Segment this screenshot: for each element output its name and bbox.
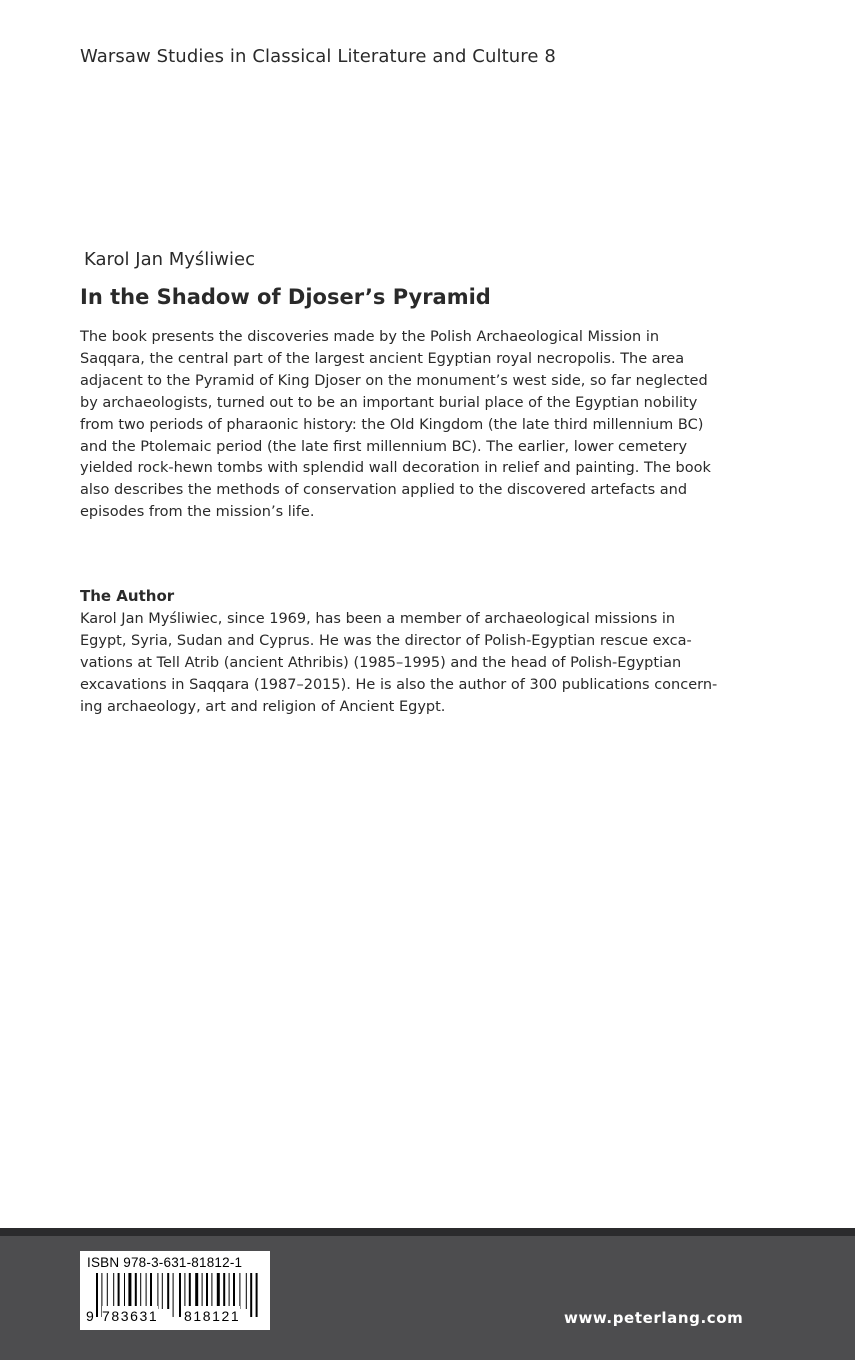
barcode-bar	[206, 1273, 208, 1309]
barcode-digits	[80, 1306, 270, 1328]
barcode-bar	[146, 1273, 147, 1309]
barcode-bar	[162, 1273, 163, 1309]
barcode-bar	[217, 1273, 220, 1309]
description-line: yielded rock-hewn tombs with splendid wall decoration in relief and painting. The book	[80, 460, 711, 477]
barcode-bar	[135, 1273, 137, 1309]
isbn-barcode	[80, 1251, 270, 1330]
author-name: Karol Jan Myśliwiec	[84, 249, 255, 270]
description-line: The book presents the discoveries made by the Polish Archaeological Mission in	[80, 329, 660, 345]
barcode-bar	[229, 1273, 230, 1309]
description-line: from two periods of pharaonic history: the Old Kingdom (the late third millennium BC)	[80, 416, 704, 433]
barcode-bar	[113, 1273, 114, 1309]
description-line: and the Ptolemaic period (the late first millennium BC). The earlier, lower cemetery	[80, 438, 688, 455]
barcode-bar	[124, 1273, 125, 1309]
description-line: also describes the methods of conservation applied to the discovered artefacts and	[80, 482, 688, 499]
barcode-bar	[239, 1273, 240, 1309]
barcode-digit-group: 818121	[184, 1308, 241, 1324]
barcode-bar	[233, 1273, 235, 1309]
barcode-bar	[118, 1273, 120, 1309]
book-description	[80, 327, 740, 524]
barcode-bar	[211, 1273, 212, 1309]
bio-line: Karol Jan Myśliwiec, since 1969, has been a member of archaeological missions in	[80, 611, 676, 627]
bio-line: ing archaeology, art and religion of Ancient Egypt.	[80, 698, 446, 715]
barcode-bar	[195, 1273, 198, 1309]
barcode-bar	[223, 1273, 225, 1309]
barcode-bar	[184, 1273, 185, 1309]
isbn-label: ISBN 978-3-631-81812-1	[87, 1255, 243, 1270]
bio-line: excavations in Saqqara (1987–2015). He is also the author of 300 publications concern-	[80, 676, 718, 693]
barcode-bar	[189, 1273, 191, 1309]
barcode-bar	[157, 1273, 158, 1309]
description-line: by archaeologists, turned out to be an important burial place of the Egyptian nobility	[80, 394, 698, 411]
bio-line: Egypt, Syria, Sudan and Cyprus. He was the director of Polish-Egyptian rescue exca-	[80, 632, 692, 649]
series-title: Warsaw Studies in Classical Literature and Culture 8	[80, 46, 556, 67]
description-line: episodes from the mission’s life.	[80, 504, 315, 521]
barcode-digit-group: 9	[86, 1308, 94, 1324]
author-section-heading: The Author	[80, 587, 175, 605]
book-title: In the Shadow of Djoser’s Pyramid	[80, 285, 491, 309]
barcode-bar	[150, 1273, 152, 1309]
description-line: Saqqara, the central part of the largest ancient Egyptian royal necropolis. The area	[80, 350, 685, 367]
barcode-bar	[107, 1273, 108, 1309]
description-line: adjacent to the Pyramid of King Djoser on the monument’s west side, so far neglected	[80, 372, 708, 389]
publisher-website[interactable]: www.peterlang.com	[564, 1309, 744, 1327]
barcode-bar	[140, 1273, 141, 1309]
bio-line: vations at Tell Atrib (ancient Athribis) (1985–1995) and the head of Polish-Egyptian	[80, 654, 682, 671]
author-bio	[80, 609, 740, 719]
barcode-bar	[202, 1273, 203, 1309]
barcode-bar	[167, 1273, 169, 1309]
barcode-bar	[128, 1273, 131, 1309]
barcode-bar	[246, 1273, 247, 1309]
barcode-digit-group: 783631	[102, 1308, 159, 1324]
